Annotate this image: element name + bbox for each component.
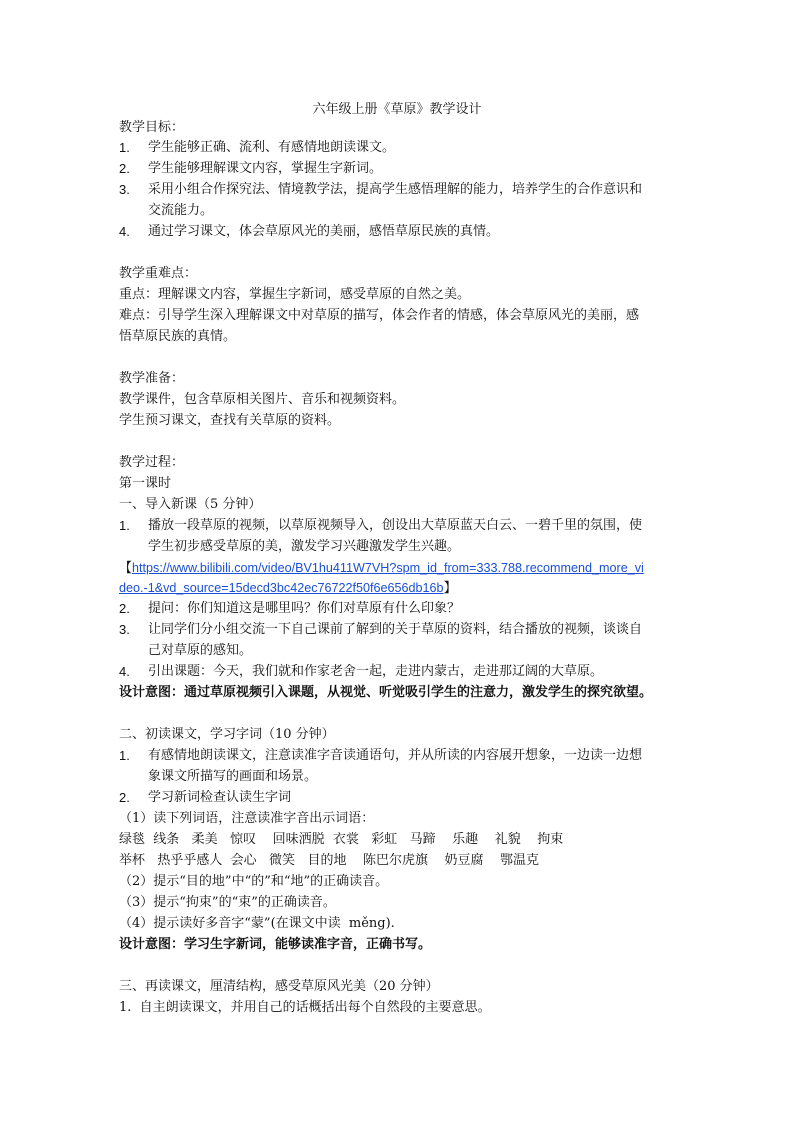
- goal-1-text: 学生能够正确、流利、有感情地朗读课文。: [148, 140, 396, 155]
- s1-item3-number: 3.: [119, 622, 130, 637]
- keypoints-heading: 教学重难点：: [119, 266, 198, 281]
- prep-line2: 学生预习课文，查找有关草原的资料。: [119, 413, 341, 428]
- goal-2-text: 学生能够理解课文内容，掌握生字新词。: [148, 161, 383, 176]
- s1-item3-line1: 让同学们分小组交流一下自己课前了解到的关于草原的资料，结合播放的视频，谈谈自: [148, 622, 643, 637]
- section1-heading: 一、导入新课（5 分钟）: [119, 497, 262, 512]
- goal-3-text-line2: 交流能力。: [148, 203, 214, 218]
- s1-design-intent: 设计意图：通过草原视频引入课题，从视觉、听觉吸引学生的注意力，激发学生的探究欲望。: [119, 685, 653, 700]
- s1-item2-text: 提问：你们知道这是哪里吗？你们对草原有什么印象？: [148, 601, 461, 616]
- link-open-bracket: 【: [119, 561, 133, 576]
- s2-item1-line2: 象课文所描写的画面和场景。: [148, 769, 318, 784]
- s2-item2-text: 学习新词检查认读生字词: [148, 790, 292, 805]
- difficult-point-line2: 悟草原民族的真情。: [119, 329, 237, 344]
- link-close-bracket: 】: [443, 581, 457, 596]
- section2-heading: 二、初读课文，学习字词（10 分钟）: [119, 727, 335, 742]
- video-link-line2: [119, 578, 457, 599]
- section3-heading: 三、再读课文，厘清结构，感受草原风光美（20 分钟）: [119, 979, 439, 994]
- document-title: 六年级上册《草原》教学设计: [312, 102, 482, 117]
- s2-sub2: （2）提示“目的地”中“的”和“地”的正确读音。: [119, 874, 389, 889]
- difficult-point-line1: 难点：引导学生深入理解课文中对草原的描写，体会作者的情感，体会草原风光的美丽，感: [119, 308, 640, 323]
- s1-item3-line2: 己对草原的感知。: [148, 643, 253, 658]
- s1-item1-number: 1.: [119, 518, 130, 533]
- video-link-part2[interactable]: deo.-1&vd_source=15decd3bc42ec76722f50f6e656db16b: [119, 581, 444, 595]
- video-link-line1: [119, 558, 644, 579]
- s2-item1-line1: 有感情地朗读课文，注意读准字音读通语句，并从所读的内容展开想象，一边读一边想: [148, 748, 643, 763]
- goal-4-text: 通过学习课文，体会草原风光的美丽，感悟草原民族的真情。: [148, 224, 500, 239]
- s1-item2-number: 2.: [119, 601, 130, 616]
- video-link-part1[interactable]: https://www.bilibili.com/video/BV1hu411W7VH?spm_id_from=333.788.recommend_more_vi: [132, 561, 644, 575]
- s2-sub1: （1）读下列词语，注意读准字音出示词语：: [119, 811, 375, 826]
- s2-design-intent: 设计意图：学习生字新词，能够读准字音，正确书写。: [119, 937, 432, 952]
- s2-item1-number: 1.: [119, 748, 130, 763]
- key-point-text: 重点：理解课文内容，掌握生字新词，感受草原的自然之美。: [119, 287, 471, 302]
- s1-item1-line2: 学生初步感受草原的美，激发学习兴趣激发学生兴趣。: [148, 539, 461, 554]
- goals-heading: 教学目标：: [119, 120, 185, 135]
- s2-sub3: （3）提示“拘束”的“束”的正确读音。: [119, 895, 336, 910]
- goal-4-number: 4.: [119, 224, 130, 239]
- s1-item4-number: 4.: [119, 664, 130, 679]
- goal-1-number: 1.: [119, 140, 130, 155]
- goal-3-number: 3.: [119, 182, 130, 197]
- prep-heading: 教学准备：: [119, 371, 185, 386]
- word-list-line2: 举杯 热乎乎感人 会心 微笑 目的地 陈巴尔虎旗 奶豆腐 鄂温克: [119, 853, 540, 868]
- goal-2-number: 2.: [119, 161, 130, 176]
- word-list-line1: 绿毯 线条 柔美 惊叹 回味洒脱 衣裳 彩虹 马蹄 乐趣 礼貌 拘束: [119, 832, 564, 847]
- lesson-label: 第一课时: [119, 476, 172, 491]
- s1-item4-text: 引出课题：今天，我们就和作家老舍一起，走进内蒙古，走进那辽阔的大草原。: [148, 664, 604, 679]
- goal-3-text-line1: 采用小组合作探究法、情境教学法，提高学生感悟理解的能力，培养学生的合作意识和: [148, 182, 643, 197]
- s1-item1-line1: 播放一段草原的视频，以草原视频导入，创设出大草原蓝天白云、一碧千里的氛围，使: [148, 518, 643, 533]
- s2-sub4: （4）提示读好多音字“蒙”(在课文中读 měng).: [119, 916, 395, 931]
- s3-item1-text: 1. 自主朗读课文，并用自己的话概括出每个自然段的主要意思。: [119, 1000, 491, 1015]
- prep-line1: 教学课件，包含草原相关图片、音乐和视频资料。: [119, 392, 406, 407]
- s2-item2-number: 2.: [119, 790, 130, 805]
- process-heading: 教学过程：: [119, 455, 185, 470]
